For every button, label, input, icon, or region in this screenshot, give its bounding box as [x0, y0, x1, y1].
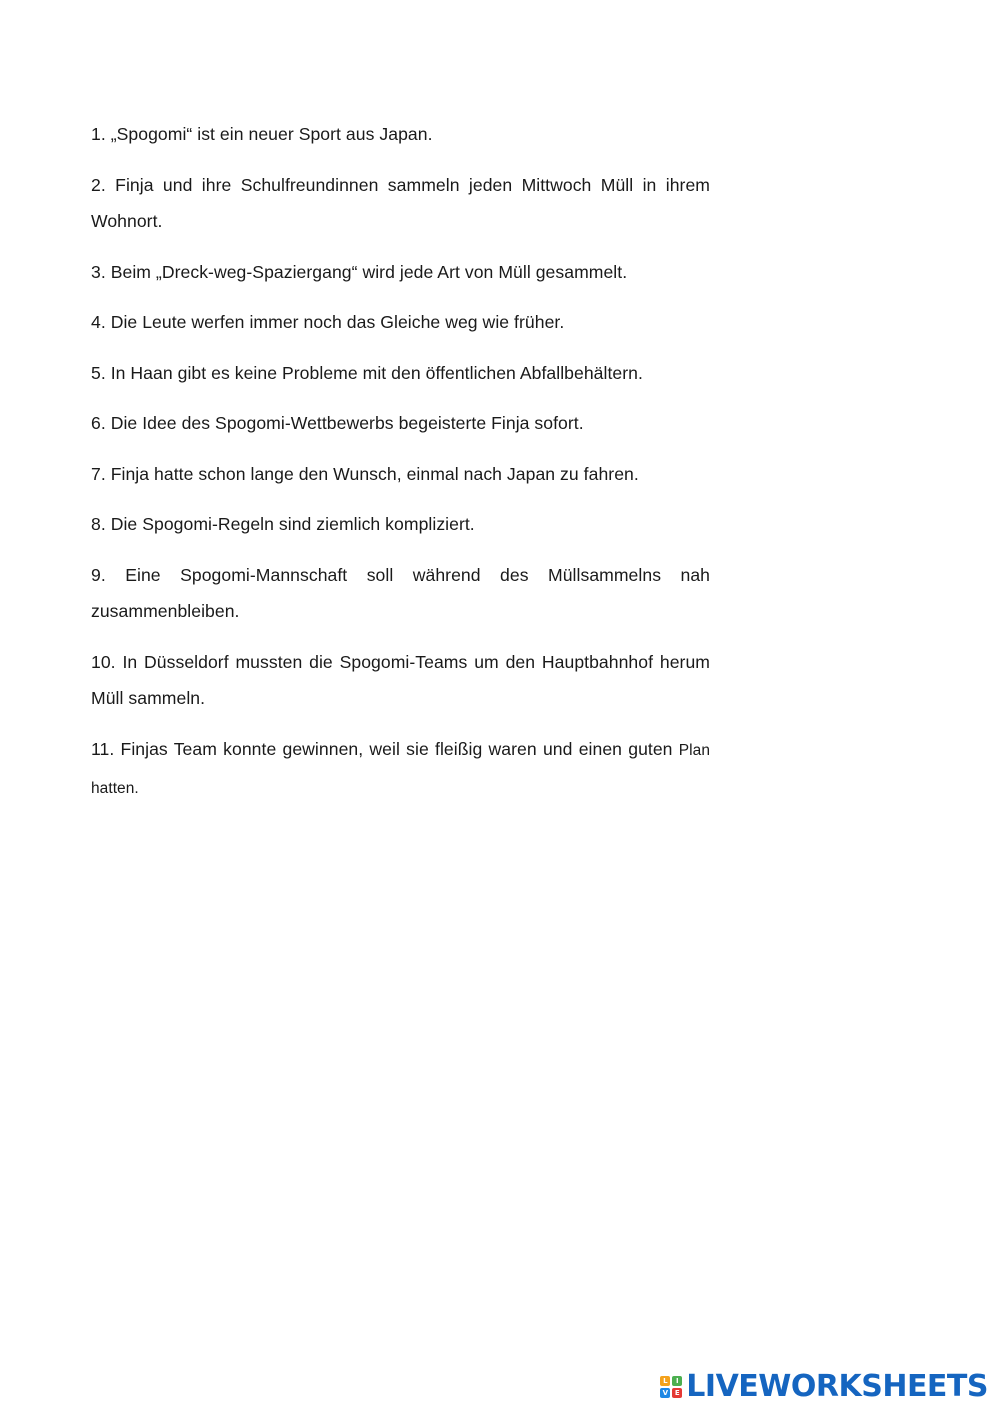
statement-1: 1. „Spogomi“ ist ein neuer Sport aus Japan.: [91, 124, 433, 144]
statement-11-main: 11. Finjas Team konnte gewinnen, weil sie fleißig waren und einen guten: [91, 738, 673, 759]
statement-6: 6. Die Idee des Spogomi-Wettbewerbs begeisterte Finja sofort.: [91, 413, 584, 433]
statement-list: [91, 116, 710, 822]
statement-11: [91, 731, 710, 808]
statement-7: 7. Finja hatte schon lange den Wunsch, einmal nach Japan zu fahren.: [91, 463, 639, 484]
live-logo-icon: L I V E: [660, 1376, 682, 1398]
statement-10: 10. In Düsseldorf mussten die Spogomi-Teams um den Hauptbahnhof herum Müll sammeln.: [91, 651, 710, 708]
statement-4: 4. Die Leute werfen immer noch das Gleiche weg wie früher.: [91, 312, 565, 332]
statement-9: 9. Eine Spogomi-Mannschaft soll während des Müllsammelns nah zusammenbleiben.: [91, 564, 710, 621]
statement-5: 5. In Haan gibt es keine Probleme mit den öffentlichen Abfallbehältern.: [91, 362, 643, 383]
statement-11-tail: Plan hatten.: [91, 741, 710, 797]
statement-2: 2. Finja und ihre Schulfreundinnen sammeln jeden Mittwoch Müll in ihrem Wohnort.: [91, 174, 710, 231]
statement-8: 8. Die Spogomi-Regeln sind ziemlich kompliziert.: [91, 514, 475, 534]
brand-name: LIVEWORKSHEETS: [686, 1368, 988, 1404]
liveworksheets-logo[interactable]: [660, 1366, 988, 1406]
statement-3: 3. Beim „Dreck-weg-Spaziergang“ wird jede Art von Müll gesammelt.: [91, 261, 628, 282]
